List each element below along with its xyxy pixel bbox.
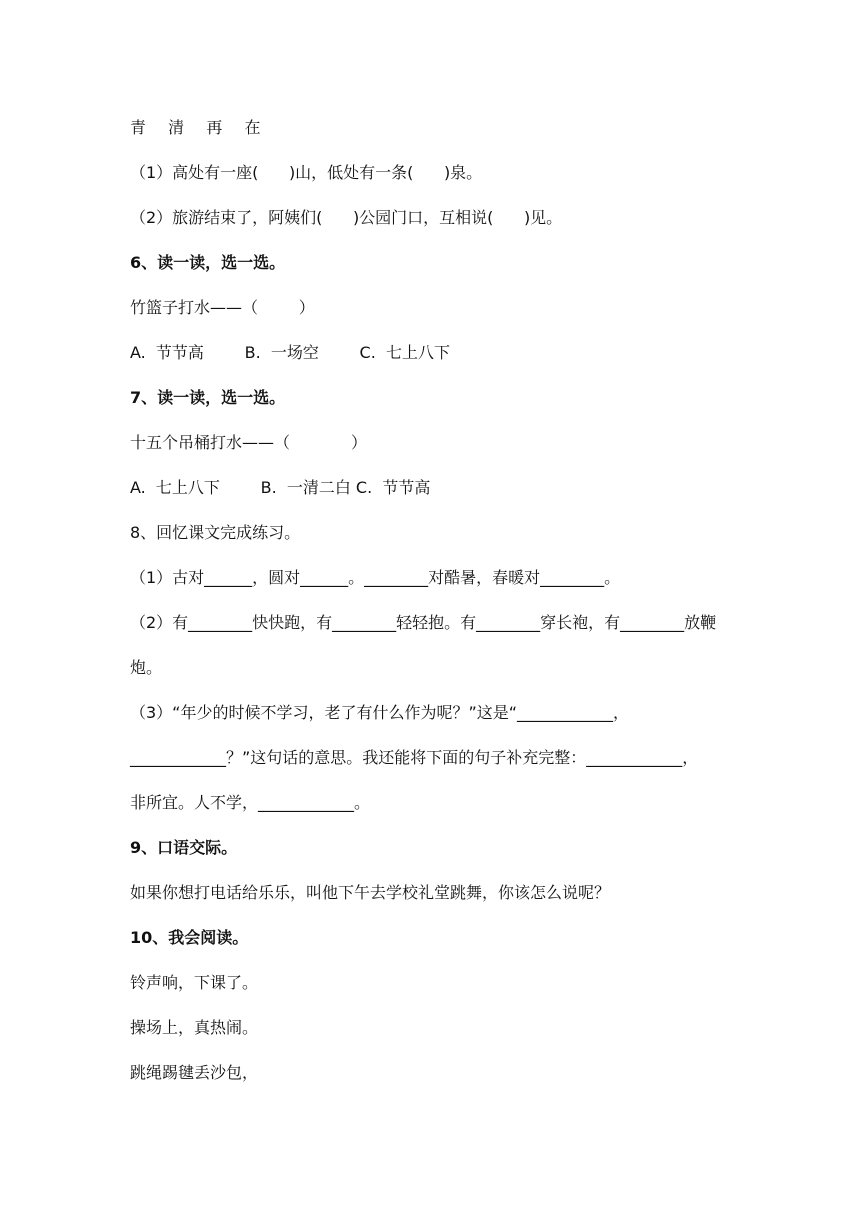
question-7-options: A. 七上八下 B. 一清二白 C. 节节高 (130, 478, 431, 497)
reading-line-1: 铃声响，下课了。 (130, 973, 259, 992)
question-8-item-3-continued: ____________？”这句话的意思。我还能将下面的句子补充完整：____________， (130, 748, 699, 767)
question-6-heading: 6、读一读，选一选。 (130, 253, 286, 272)
question-5-item-1: （1）高处有一座( )山，低处有一条( )泉。 (130, 163, 483, 182)
question-9-heading: 9、口语交际。 (130, 838, 238, 857)
reading-line-2: 操场上，真热闹。 (130, 1018, 259, 1037)
question-10-heading: 10、我会阅读。 (130, 928, 249, 947)
question-6-prompt: 竹篮子打水——（ ） (130, 298, 315, 317)
question-8-item-1: （1）古对______，圆对______。________对酷暑，春暖对________。 (130, 568, 621, 587)
question-7-prompt: 十五个吊桶打水——（ ） (130, 433, 368, 452)
question-8-item-3: （3）“年少的时候不学习，老了有什么作为呢？”这是“____________， (130, 703, 630, 722)
question-6-options: A. 节节高 B. 一场空 C. 七上八下 (130, 343, 450, 362)
question-9-prompt: 如果你想打电话给乐乐，叫他下午去学校礼堂跳舞，你该怎么说呢？ (130, 883, 611, 902)
word-choices: 青 清 再 在 (130, 118, 265, 137)
question-8-item-2-continued: 炮。 (130, 658, 163, 677)
reading-line-3: 跳绳踢毽丢沙包， (130, 1063, 259, 1082)
question-7-heading: 7、读一读，选一选。 (130, 388, 286, 407)
question-8-heading: 8、回忆课文完成练习。 (130, 523, 301, 542)
question-5-item-2: （2）旅游结束了，阿姨们( )公园门口，互相说( )见。 (130, 208, 563, 227)
question-8-item-3-end: 非所宜。人不学，____________。 (130, 793, 371, 812)
question-8-item-2: （2）有________快快跑，有________轻轻抱。有________穿长袍，有________放鞭 (130, 613, 717, 632)
